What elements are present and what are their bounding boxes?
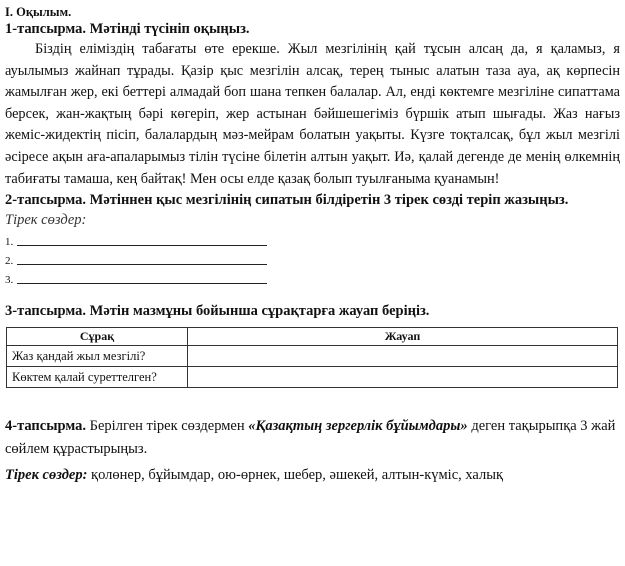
worksheet-page xyxy=(5,4,620,485)
answer-cell[interactable] xyxy=(188,367,618,388)
qa-table-header-row xyxy=(7,328,618,346)
task4-instruction xyxy=(5,415,620,461)
task4-label: 4-тапсырма. xyxy=(5,418,87,435)
answer-cell[interactable] xyxy=(188,346,618,367)
qa-header-question: Сұрақ xyxy=(7,328,188,346)
answer-line-number: 1. xyxy=(5,236,14,249)
answer-line-number: 2. xyxy=(5,255,14,268)
question-cell: Көктем қалай суреттелген? xyxy=(7,367,188,388)
task4-topic: «Қазақтың зергерлік бұйымдары» xyxy=(248,418,468,435)
task4-words-list: қолөнер, бұйымдар, ою-өрнек, шебер, әшекей, алтын-күміс, халық xyxy=(87,467,504,484)
table-row xyxy=(7,367,618,388)
task1-title: 1-тапсырма. Мәтінді түсініп оқыңыз. xyxy=(5,21,250,37)
question-cell: Жаз қандай жыл мезгілі? xyxy=(7,346,188,367)
qa-table xyxy=(6,327,618,388)
answer-rule xyxy=(17,273,267,284)
answer-line-2[interactable] xyxy=(5,249,620,268)
task4-support-words xyxy=(5,465,620,485)
answer-line-number: 3. xyxy=(5,274,14,287)
task2-support-label: Тірек сөздер: xyxy=(5,212,87,229)
task4-text-before: Берілген тірек сөздермен xyxy=(86,418,249,435)
answer-rule xyxy=(17,254,267,265)
answer-line-1[interactable] xyxy=(5,230,620,249)
task4-words-label: Тірек сөздер: xyxy=(5,467,88,484)
task3-title: 3-тапсырма. Мәтін мазмұны бойынша сұрақтарға жауап беріңіз. xyxy=(5,303,430,320)
task1-text: Біздің еліміздің табағаты өте ерекше. Жыл мезгілінің қай тұсын алсаң да, я қаламыз, я ауылымыз жайнап тұрады. Қазір қыс мезгілін алсақ, терең тыныс алатын таза ауа, ақ көрпесін жамылған жер, екі беттері алмадай боп шана тепкен балалар. Ал, енді көктемге мезгіліне сипаттама берсек, жан-жақтың бәрі көгеріп, жер астынан бәйшешегіміз бүршік атып шығады. Жаз нағыз жеміс-жидектің пісіп, балалардың мәз-мейрам болатын уақыты. Күзге тоқталсақ, бұл жыл мезгілі әсіресе ақын аға-апаларымыз тілін түсіне білетін алтын уақыт. Иә, қалай дегенде де менің өлкемнің табиғаты тамаша, кең байтақ! Мен осы елде қазақ болып туылғаныма қуанамын! xyxy=(5,41,620,187)
answer-line-3[interactable] xyxy=(5,268,620,287)
answer-rule xyxy=(17,235,267,246)
table-row xyxy=(7,346,618,367)
qa-header-answer: Жауап xyxy=(188,328,618,346)
task4-text-after: деген тақырыпқа 3 жай сөйлем құрастырыңыз. xyxy=(5,418,616,458)
task2-title: 2-тапсырма. Мәтіннен қыс мезгілінің сипатын білдіретін 3 тірек сөзді теріп жазыңыз. xyxy=(5,192,569,209)
section-title: I. Оқылым. xyxy=(5,5,72,19)
